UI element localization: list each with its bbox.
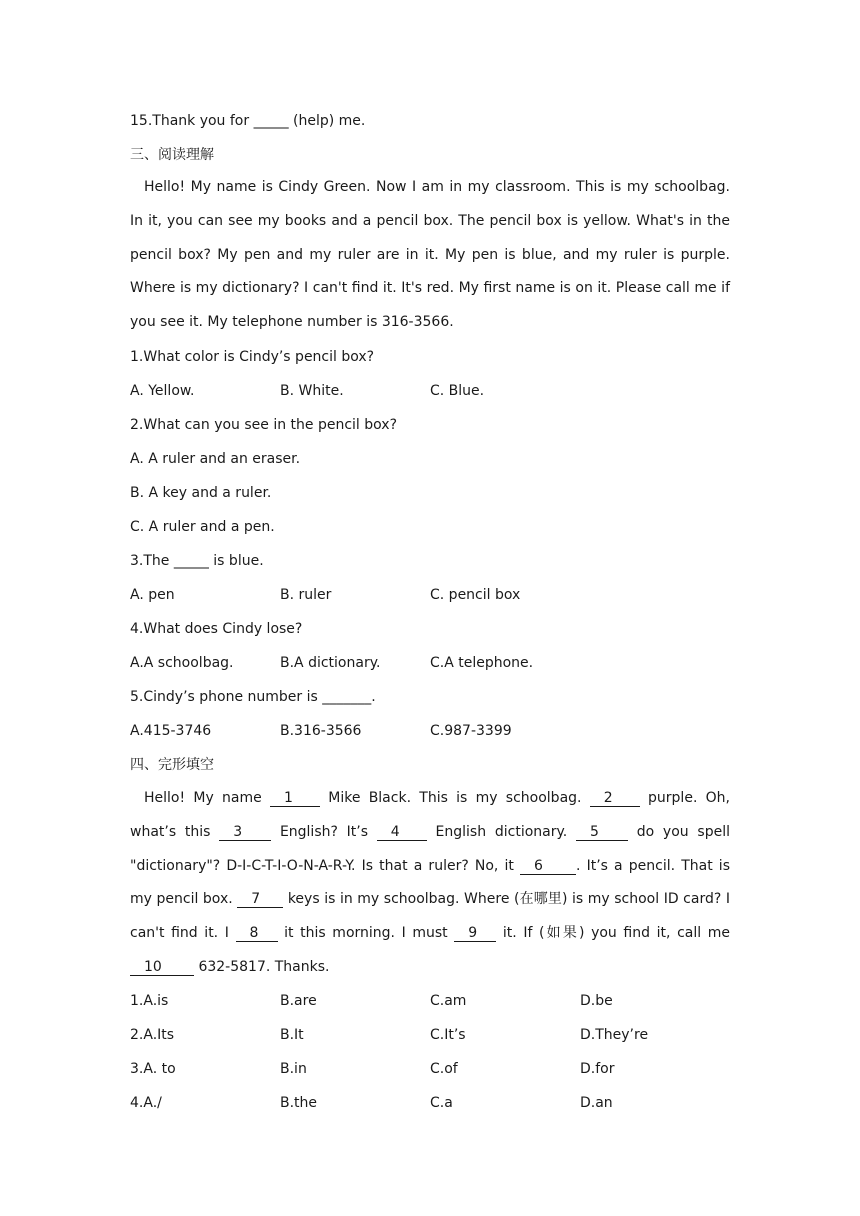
reading-q5-options — [130, 714, 730, 748]
reading-q3: 3.The _____ is blue. — [130, 553, 264, 569]
option-a: A. Yellow. — [130, 383, 195, 399]
option-d: D.an — [580, 1095, 613, 1111]
option-d: D.They’re — [580, 1027, 649, 1043]
option-a: 3.A. to — [130, 1061, 176, 1077]
option-c: C. A ruler and a pen. — [130, 519, 275, 535]
reading-q2: 2.What can you see in the pencil box? — [130, 417, 398, 433]
cloze-blank-4: 4 — [377, 824, 427, 841]
option-c: C.A telephone. — [430, 655, 534, 671]
cloze-blank-6: 6 — [520, 858, 576, 875]
reading-q4-options — [130, 646, 730, 680]
option-b: B.It — [280, 1027, 304, 1043]
option-b: B. White. — [280, 383, 344, 399]
section-4-title: 四、完形填空 — [130, 757, 214, 773]
option-c: C.of — [430, 1061, 458, 1077]
reading-q3-options — [130, 578, 730, 612]
reading-q4: 4.What does Cindy lose? — [130, 621, 303, 637]
option-c: C. pencil box — [430, 587, 521, 603]
cloze-q1 — [130, 984, 730, 1018]
option-a: 2.A.Its — [130, 1027, 175, 1043]
option-c: C.am — [430, 993, 467, 1009]
section-3-title: 三、阅读理解 — [130, 147, 214, 163]
option-a: A. pen — [130, 587, 175, 603]
option-c: C. Blue. — [430, 383, 485, 399]
cloze-blank-1: 1 — [270, 790, 320, 807]
cloze-q4 — [130, 1086, 730, 1120]
option-b: B. ruler — [280, 587, 332, 603]
option-d: D.be — [580, 993, 613, 1009]
option-a: A.A schoolbag. — [130, 655, 234, 671]
option-b: B.A dictionary. — [280, 655, 381, 671]
option-b: B.in — [280, 1061, 307, 1077]
option-b: B.316-3566 — [280, 723, 362, 739]
reading-q1-options — [130, 374, 730, 408]
option-b: B.are — [280, 993, 317, 1009]
option-c: C.987-3399 — [430, 723, 512, 739]
cloze-blank-2: 2 — [590, 790, 640, 807]
cloze-blank-9: 9 — [454, 925, 496, 942]
cloze-passage: Hello! My name 1 Mike Black. This is my schoolbag. 2 purple. Oh, what’s this 3 English? It’s 4 English dictionary. 5 do you spell "dictionary"? D-I-C-T-I-O-N-A-R-Y. Is that a ruler? No, it 6 . It’s a pencil. That is my pencil box. 7 keys is in my schoolbag. Where (在哪里) is my school ID card? I can't find it. I 8 it this morning. I must 9 it. If (如果) you find it, call me 10 632-5817. Thanks. — [130, 790, 731, 975]
option-c: C.It’s — [430, 1027, 466, 1043]
reading-q1: 1.What color is Cindy’s pencil box? — [130, 349, 375, 365]
option-a: A. A ruler and an eraser. — [130, 451, 301, 467]
cloze-blank-3: 3 — [219, 824, 271, 841]
option-a: 4.A./ — [130, 1095, 162, 1111]
option-b: B. A key and a ruler. — [130, 485, 272, 501]
option-a: 1.A.is — [130, 993, 169, 1009]
reading-passage: Hello! My name is Cindy Green. Now I am in my classroom. This is my schoolbag. In it, you can see my books and a pencil box. The pencil box is yellow. What's in the pencil box? My pen and my ruler are in it. My pen is blue, and my ruler is purple. Where is my dictionary? I can't find it. It's red. My first name is on it. Please call me if you see it. My telephone number is 316-3566. — [130, 179, 730, 331]
option-b: B.the — [280, 1095, 318, 1111]
question-15: 15.Thank you for _____ (help) me. — [130, 113, 366, 129]
cloze-q3 — [130, 1052, 730, 1086]
option-c: C.a — [430, 1095, 453, 1111]
option-a: A.415-3746 — [130, 723, 212, 739]
option-d: D.for — [580, 1061, 615, 1077]
cloze-blank-7: 7 — [237, 891, 283, 908]
cloze-blank-8: 8 — [236, 925, 278, 942]
reading-q5: 5.Cindy’s phone number is _______. — [130, 689, 376, 705]
cloze-blank-10: 10 — [130, 959, 194, 976]
cloze-q2 — [130, 1018, 730, 1052]
cloze-blank-5: 5 — [576, 824, 628, 841]
